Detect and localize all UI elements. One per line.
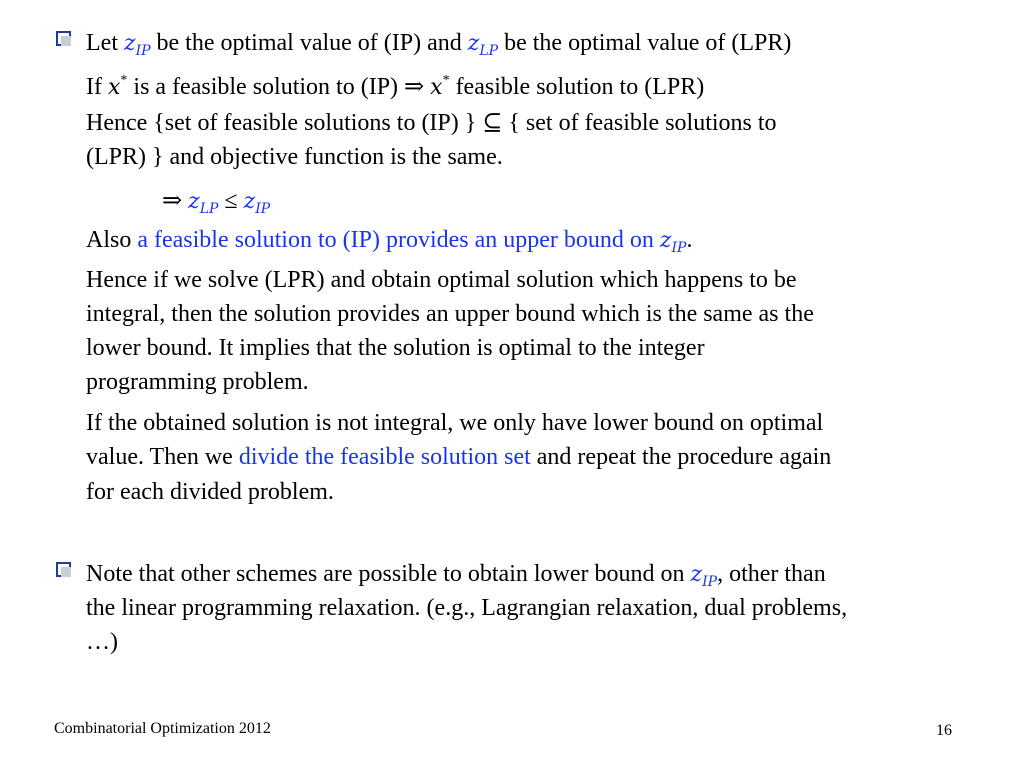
math-var: x <box>430 75 443 100</box>
math-var: z <box>659 228 672 253</box>
checkbox-bullet-icon <box>56 562 71 577</box>
highlighted-text: divide the feasible solution set <box>238 444 531 470</box>
math-var: z <box>188 189 200 214</box>
page-number: 16 <box>936 722 952 739</box>
math-var: x <box>107 75 121 100</box>
math-var: z <box>690 562 703 587</box>
math-var: z <box>467 31 480 56</box>
checkbox-bullet-icon <box>56 31 71 46</box>
math-var: z <box>123 31 136 56</box>
math-var: z <box>243 189 256 214</box>
footer-course: Combinatorial Optimization 2012 <box>54 720 271 737</box>
highlighted-text: a feasible solution to (IP) provides an upper bound on <box>137 227 660 253</box>
